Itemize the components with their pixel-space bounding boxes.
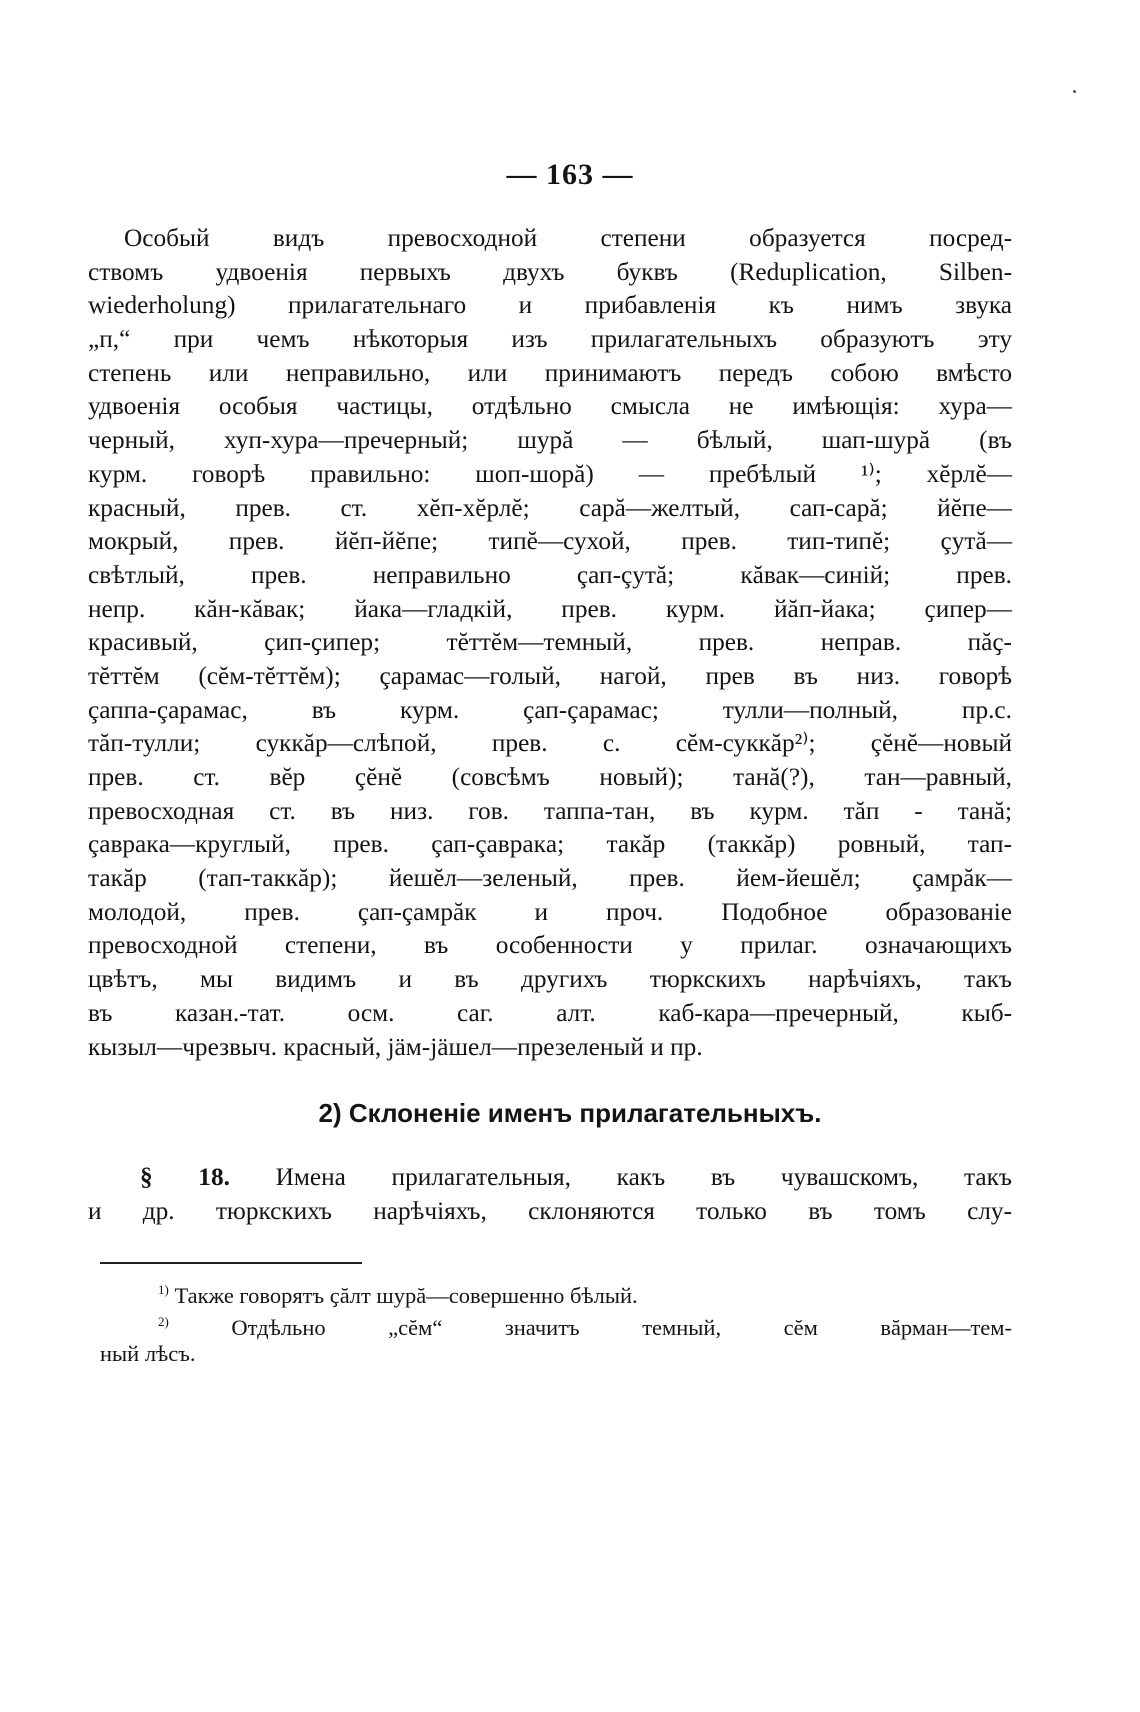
paragraph-line: черный, хуп-хура—пречерный; шурă — бѣлый, шап-шурă (въ <box>88 426 1012 455</box>
footnote-text: Отдѣльно „сĕм“ значитъ темный, сĕм вăрман—тем- <box>231 1315 1013 1340</box>
paragraph-line: кызыл—чрезвыч. красный, jäм-jäшел—презеленый и пр. <box>88 1032 703 1061</box>
footnotes <box>100 1274 1012 1370</box>
paragraph-line: Особый видъ превосходной степени образуется посред- <box>124 224 1012 252</box>
footnote-mark: 1) <box>158 1282 169 1297</box>
paragraph-line: свѣтлый, прев. неправильно çап-çутă; кăвак—синій; прев. <box>88 560 1012 589</box>
paragraph-line: удвоенія особыя частицы, отдѣльно смысла не имѣющія: хура— <box>88 392 1012 421</box>
paragraph-line: превосходной степени, въ особенности у прилаг. означающихъ <box>88 931 1012 960</box>
paragraph-line: тĕттĕм (сĕм-тĕттĕм); çарамас—голый, нагой, прев въ низ. говорѣ <box>88 661 1012 690</box>
paragraph-line: красный, прев. ст. хĕп-хĕрлĕ; сарă—желтый, сап-сарă; йĕпе— <box>88 493 1012 522</box>
section-heading: 2) Склоненіе именъ прилагательныхъ. <box>318 1098 822 1128</box>
footnote-2 <box>100 1306 1012 1338</box>
footnote-divider <box>100 1262 362 1264</box>
paragraph-line: çаппа-çарамас, въ курм. çап-çарамас; тулли—полный, пр.с. <box>88 695 1012 724</box>
paragraph-line: непр. кăн-кăвак; йака—гладкій, прев. курм. йăп-йака; ҫипер— <box>88 594 1012 623</box>
paragraph-line: çавракa—круглый, прев. çап-çавракa; такăр (таккăр) ровный, тап- <box>88 830 1012 859</box>
paragraph-line: wiederholung) прилагательнаго и прибавленія къ нимъ звука <box>88 291 1012 320</box>
paragraph-line: молодой, прев. çап-çамрăк и проч. Подобное образованіе <box>88 897 1012 926</box>
page-number: — 163 — <box>506 158 634 191</box>
paragraph-line: цвѣтъ, мы видимъ и въ другихъ тюркскихъ нарѣчіяхъ, такъ <box>88 965 1012 994</box>
paragraph-line: прев. ст. вĕр çĕнĕ (совсѣмъ новый); танă(?), тан—равный, <box>88 763 1012 791</box>
footnote-2-continued: ный лѣсъ. <box>100 1341 196 1366</box>
section-paragraph <box>88 1160 1012 1228</box>
scan-speck <box>1073 90 1076 93</box>
paragraph-line: красивый, ҫип-ҫипер; тĕттĕм—темный, прев. неправ. пăҫ- <box>88 628 1012 657</box>
paragraph-line: „п,“ при чемъ нѣкоторыя изъ прилагательныхъ образуютъ эту <box>88 325 1012 354</box>
paragraph-first-line <box>88 1160 1012 1194</box>
paragraph-line: въ казан.-тат. осм. саг. алт. каб-кара—пречерный, кыб- <box>88 998 1012 1027</box>
paragraph-line: мокрый, прев. йĕп-йĕпе; типĕ—сухой, прев. тип-типĕ; çутă— <box>88 527 1012 556</box>
footnote-mark: 2) <box>158 1314 169 1329</box>
section-number: § 18. <box>140 1163 230 1191</box>
paragraph-line: превосходная ст. въ низ. гов. таппа-тан, въ курм. тăп - танă; <box>88 796 1012 825</box>
main-paragraph <box>88 222 1012 1064</box>
paragraph-line: курм. говорѣ правильно: шоп-шорă) — пребѣлый ¹⁾; хĕрлĕ— <box>88 459 1012 488</box>
paragraph-line: тăп-тулли; суккăр—слѣпой, прев. с. сĕм-суккăр²⁾; çĕнĕ—новый <box>88 729 1012 758</box>
paragraph-line: степень или неправильно, или принимаютъ передъ собою вмѣсто <box>88 358 1012 387</box>
paragraph-line: и др. тюркскихъ нарѣчіяхъ, склоняются только въ томъ слу- <box>88 1197 1012 1225</box>
paragraph-line: ствомъ удвоенія первыхъ двухъ буквъ (Reduplication, Silben- <box>88 257 1012 286</box>
footnote-1 <box>100 1274 1012 1306</box>
paragraph-line: Имена прилагательныя, какъ въ чувашскомъ, такъ <box>275 1163 1013 1191</box>
paragraph-line: такăр (тап-таккăр); йешĕл—зеленый, прев. йем-йешĕл; çамрăк— <box>88 864 1012 893</box>
footnote-text: Также говорятъ ҫăлт шурă—совершенно бѣлый. <box>174 1283 638 1308</box>
